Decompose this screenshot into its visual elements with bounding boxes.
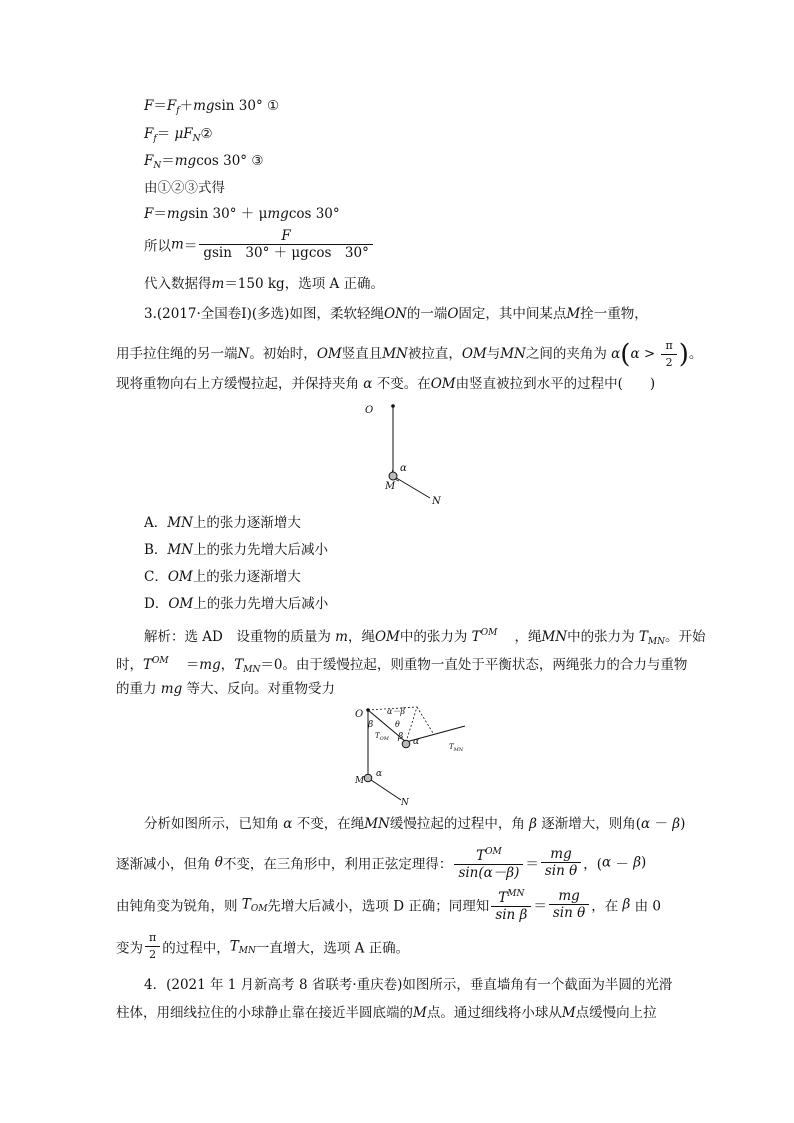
pi-over-two: $\frac{\pi}{2}$ [145, 930, 160, 963]
fig2-label-beta-top: β [368, 720, 374, 730]
analysis-line-3: 的重力 mg 等大、反向。对重物受力 [116, 681, 336, 697]
fig1-label-m: M [385, 481, 396, 492]
fig2-weight-top [402, 740, 410, 748]
equation-4: F＝mgsin 30° ＋ μmgcos 30° [144, 206, 340, 222]
analysis-line-5: 逐渐减小，但角 θ不变，在三角形中，利用正弦定理得： $\frac{T^{OM}}{\sin(\alpha-\beta)}$ ＝ $\frac{mg}{\text{sin θ}}$ ，(α － β) [116, 846, 647, 881]
fig2-label-tom: $T_{OM}$ [375, 732, 389, 742]
q3-line-3: 现将重物向右上方缓慢拉起，并保持夹角 α 不变。在OM由竖直被拉到水平的过程中( ) [116, 376, 656, 392]
fig2-label-tmn: $T_{MN}$ [449, 743, 464, 753]
mass-fraction: $\frac{F}{gsin 30^\circ + \mu gcos 30^\circ}$ [199, 228, 373, 261]
fig2-label-alpha-top: α [413, 737, 420, 747]
figure-rope-initial [365, 396, 450, 507]
sine-law-fraction-4: $\frac{mg}{\text{sin θ}}$ [549, 888, 589, 921]
analysis-line-2: 时，$T^{OM}$ ＝mg，$T_{MN}=0$。由于缓慢拉起，则重物一直处于平衡状态，两绳张力的合力与重物 [116, 656, 688, 675]
fig2-dashed-parallel [417, 707, 433, 733]
option-b[interactable]: B．MN上的张力先增大后减小 [144, 542, 329, 558]
equation-5: 所以m＝ $\frac{F}{gsin 30^\circ + \mu gcos 30^\circ}$ [144, 228, 375, 261]
fig2-label-m: M [355, 776, 365, 786]
sine-law-fraction-3: $\frac{T^{MN}}{\text{sin β}}$ [491, 886, 531, 923]
fig1-label-o: O [365, 405, 374, 416]
sine-law-fraction-1: $\frac{T^{OM}}{\sin(\alpha-\beta)}$ [454, 844, 523, 881]
combine-text: 由①②③式得 [144, 180, 225, 196]
fig2-label-diff: α－β [387, 707, 406, 716]
equation-2: $F_f=$ $\mu F_N②$ [144, 126, 213, 144]
option-d[interactable]: D．OM上的张力先增大后减小 [144, 596, 329, 612]
analysis-line-4: 分析如图所示，已知角 α 不变，在绳MN缓慢拉起的过程中，角 β 逐渐增大，则角(α － β) [144, 816, 686, 832]
fig2-label-o: O [355, 709, 364, 720]
fig2-label-alpha-bottom: α [376, 769, 383, 779]
analysis-line-6: 由钝角变为锐角，则 $T_{OM}$先增大后减小，选项 D 正确；同理知 $\frac{T^{MN}}{\text{sin β}}$ ＝ $\frac{mg}{\text{sin θ}}$ ，在 β 由 0 [116, 888, 662, 923]
fig2-label-n: N [401, 798, 409, 808]
fig1-label-n: N [432, 496, 441, 507]
fig2-rope-initial [368, 778, 401, 800]
analysis-line-1: 解析：选 AD 设重物的质量为 m，绳OM中的张力为 $T^{OM}$ ，绳MN中的张力为 $T_{MN}$。开始 [144, 628, 706, 647]
equation-3: $F_N=mgcos$ 30° ③ [144, 153, 264, 171]
analysis-line-7: 变为 $\frac{\pi}{2}$ 的过程中，$T_{MN}$一直增大，选项 A 正确。 [116, 931, 410, 961]
fig2-label-theta: θ [395, 720, 400, 729]
result-text: 代入数据得m＝150 kg，选项 A 正确。 [144, 276, 385, 292]
sine-law-fraction-2: $\frac{mg}{\text{sin θ}}$ [541, 846, 581, 879]
figure-force-analysis [355, 702, 485, 807]
fig1-rope-mn [393, 476, 430, 498]
fig1-weight [389, 472, 397, 480]
q3-line-2: 用手拉住绳的另一端N。初始时，OM竖直且MN被拉直，OM与MN之间的夹角为 α(α > $\frac{\pi}{2}$ )。 [116, 339, 703, 370]
equation-1: $F=F_f+mgsin$ 30° ① [144, 98, 280, 116]
fig2-label-beta: β [398, 732, 404, 742]
q3-line-1: 3.(2017·全国卷Ⅰ)(多选)如图，柔软轻绳ON的一端O固定，其中间某点M拴一重物， [144, 306, 648, 322]
fig1-label-alpha: α [400, 463, 407, 474]
q4-line-2: 柱体，用细线拉住的小球静止靠在接近半圆底端的M点。通过细线将小球从M点缓慢向上拉 [116, 1005, 657, 1021]
option-a[interactable]: A．MN上的张力逐渐增大 [144, 515, 301, 531]
option-c[interactable]: C．OM上的张力逐渐增大 [144, 569, 301, 585]
fig2-weight-initial [364, 774, 372, 782]
q4-line-1: 4．(2021 年 1 月新高考 8 省联考·重庆卷)如图所示，垂直墙角有一个截面为半圆的光滑 [144, 977, 673, 993]
